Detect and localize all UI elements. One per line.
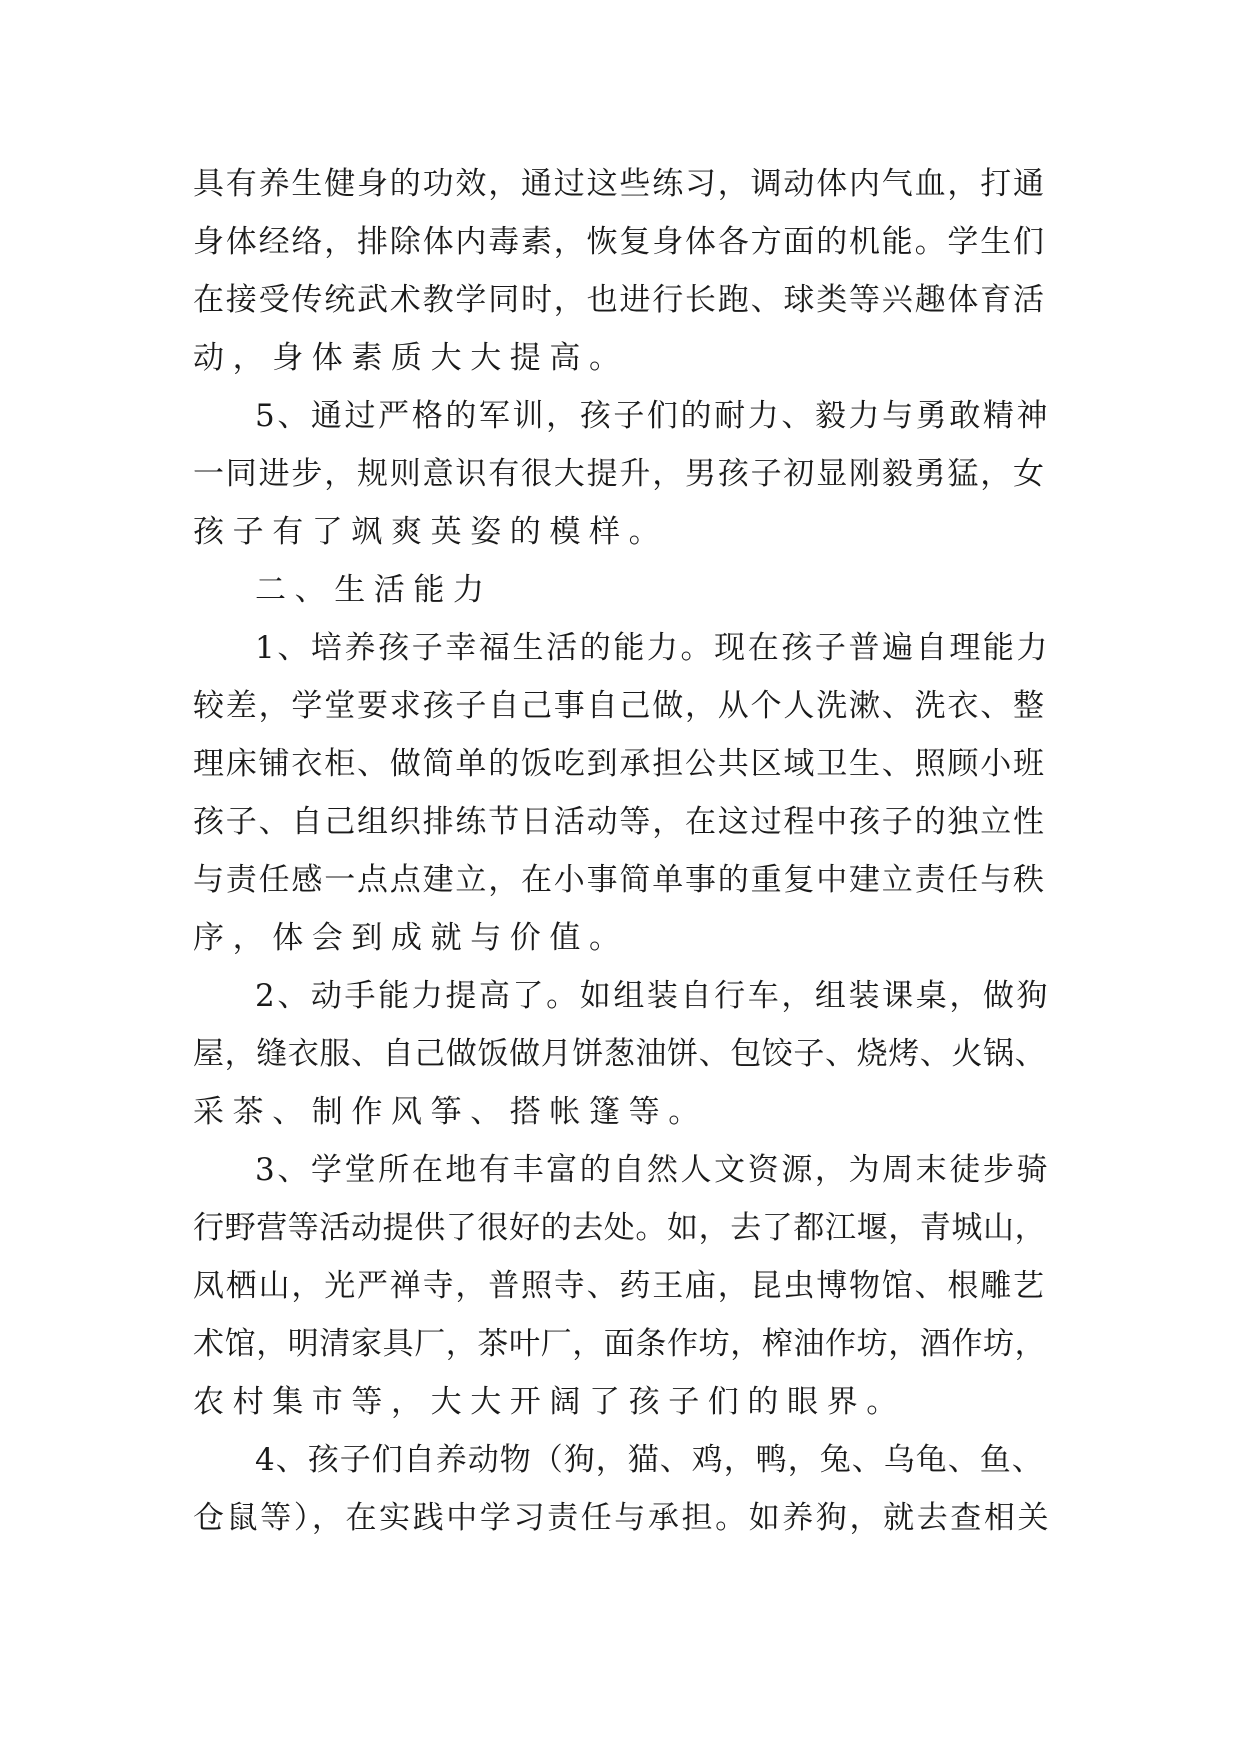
text-line: 动，身体素质大大提高。 xyxy=(193,340,629,376)
text-line: 仓鼠等），在实践中学习责任与承担。如养狗，就去查相关 xyxy=(193,1500,1052,1536)
text-line: 4、孩子们自养动物（狗，猫、鸡，鸭，兔、乌龟、鱼、 xyxy=(255,1442,1044,1478)
text-line: 行野营等活动提供了很好的去处。如，去了都江堰，青城山， xyxy=(193,1210,1047,1246)
text-line: 3、学堂所在地有丰富的自然人文资源，为周末徒步骑 xyxy=(255,1152,1051,1188)
text-line: 在接受传统武术教学同时，也进行长跑、球类等兴趣体育活 xyxy=(193,282,1046,318)
text-line: 身体经络，排除体内毒素，恢复身体各方面的机能。学生们 xyxy=(193,224,1046,260)
text-line: 凤栖山，光严禅寺，普照寺、药王庙，昆虫博物馆、根雕艺 xyxy=(193,1268,1046,1304)
text-line: 与责任感一点点建立，在小事简单事的重复中建立责任与秩 xyxy=(193,862,1046,898)
text-line: 一同进步，规则意识有很大提升，男孩子初显刚毅勇猛，女 xyxy=(193,456,1046,492)
section-heading: 二、生活能力 xyxy=(255,572,493,608)
text-line: 农村集市等，大大开阔了孩子们的眼界。 xyxy=(193,1384,906,1420)
text-line: 采茶、制作风筝、搭帐篷等。 xyxy=(193,1094,708,1130)
text-line: 具有养生健身的功效，通过这些练习，调动体内气血，打通 xyxy=(193,166,1046,202)
text-line: 5、通过严格的军训，孩子们的耐力、毅力与勇敢精神 xyxy=(255,398,1051,434)
text-line: 孩子有了飒爽英姿的模样。 xyxy=(193,514,669,550)
text-line: 序，体会到成就与价值。 xyxy=(193,920,629,956)
text-line: 屋，缝衣服、自己做饭做月饼葱油饼、包饺子、烧烤、火锅、 xyxy=(193,1036,1047,1072)
text-line: 较差，学堂要求孩子自己事自己做，从个人洗漱、洗衣、整 xyxy=(193,688,1046,724)
text-line: 理床铺衣柜、做简单的饭吃到承担公共区域卫生、照顾小班 xyxy=(193,746,1046,782)
text-line: 1、培养孩子幸福生活的能力。现在孩子普遍自理能力 xyxy=(255,630,1051,666)
text-line: 2、动手能力提高了。如组装自行车，组装课桌，做狗 xyxy=(255,978,1051,1014)
text-line: 孩子、自己组织排练节日活动等，在这过程中孩子的独立性 xyxy=(193,804,1046,840)
text-line: 术馆，明清家具厂，茶叶厂，面条作坊，榨油作坊，酒作坊， xyxy=(193,1326,1047,1362)
